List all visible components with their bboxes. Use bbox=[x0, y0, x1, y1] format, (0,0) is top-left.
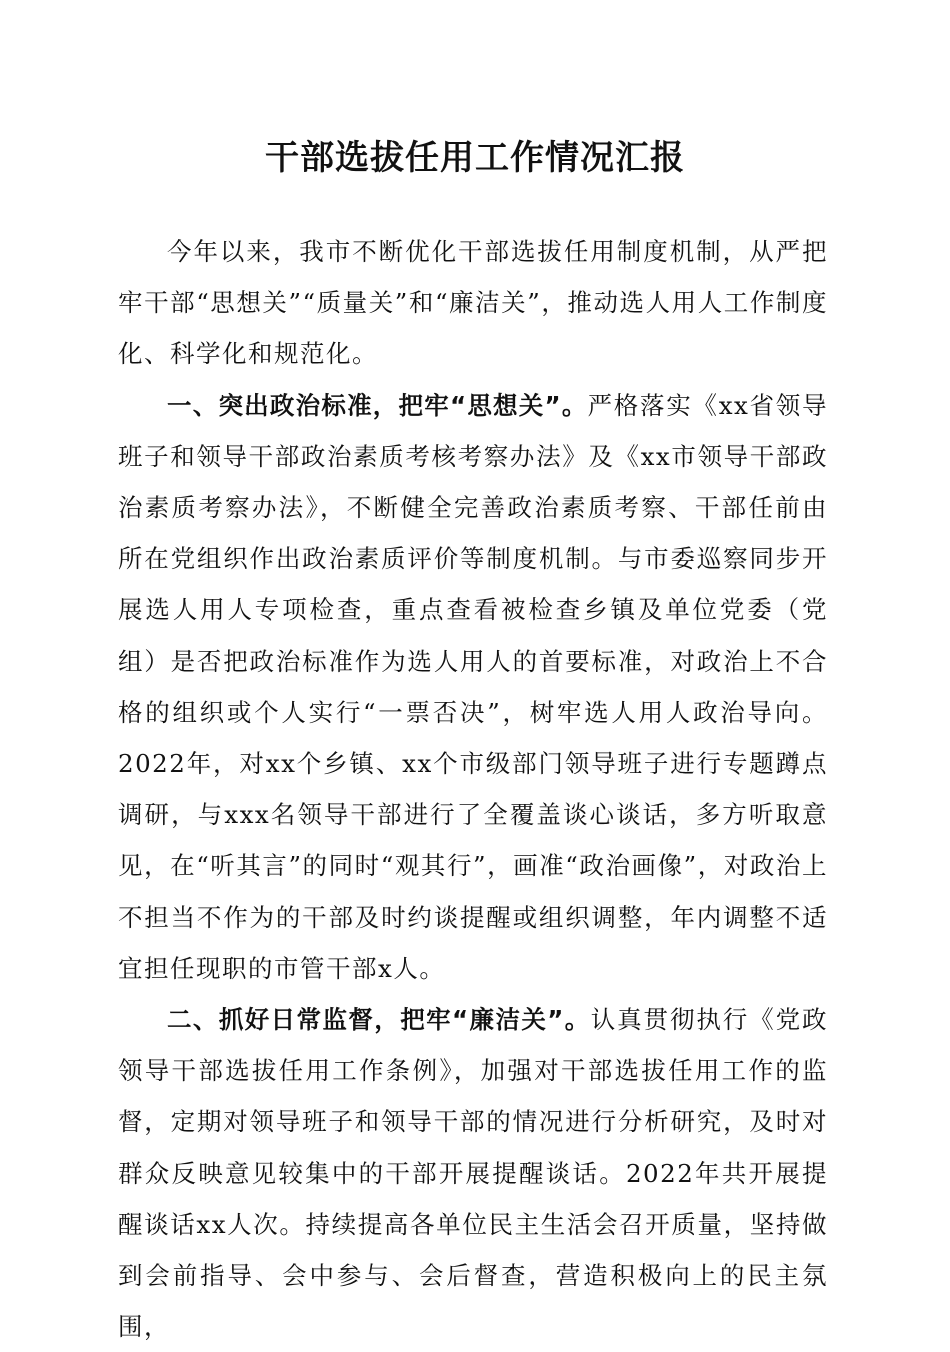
section-1-text: 严格落实《xx省领导班子和领导干部政治素质考核考察办法》及《xx市领导干部政治素质考察办法》，不断健全完善政治素质考察、干部任前由所在党组织作出政治素质评价等制度机制。与市委巡察同步开展选人用人专项检查，重点查看被检查乡镇及单位党委（党组）是否把政治标准作为选人用人的首要标准，对政治上不合格的组织或个人实行“一票否决”，树牢选人用人政治导向。2022年，对xx个乡镇、xx个市级部门领导班子进行专题蹲点调研，与xxx名领导干部进行了全覆盖谈心谈话，多方听取意见，在“听其言”的同时“观其行”，画准“政治画像”，对政治上不担当不作为的干部及时约谈提醒或组织调整，年内调整不适宜担任现职的市管干部x人。 bbox=[118, 390, 829, 983]
section-1-paragraph bbox=[118, 380, 828, 994]
document-body bbox=[118, 226, 828, 1352]
section-2-heading: 二、抓好日常监督，把牢“廉洁关”。 bbox=[167, 1005, 591, 1035]
section-2-paragraph bbox=[118, 994, 828, 1352]
section-2-text: 认真贯彻执行《党政领导干部选拔任用工作条例》，加强对干部选拔任用工作的监督，定期对领导班子和领导干部的情况进行分析研究，及时对群众反映意见较集中的干部开展提醒谈话。2022年共开展提醒谈话xx人次。持续提高各单位民主生活会召开质量，坚持做到会前指导、会中参与、会后督查，营造积极向上的民主氛围， bbox=[118, 1005, 829, 1342]
intro-paragraph: 今年以来，我市不断优化干部选拔任用制度机制，从严把牢干部“思想关”“质量关”和“廉洁关”，推动选人用人工作制度化、科学化和规范化。 bbox=[118, 237, 828, 369]
section-1-heading: 一、突出政治标准，把牢“思想关”。 bbox=[167, 390, 588, 420]
document-title: 干部选拔任用工作情况汇报 bbox=[265, 138, 685, 178]
